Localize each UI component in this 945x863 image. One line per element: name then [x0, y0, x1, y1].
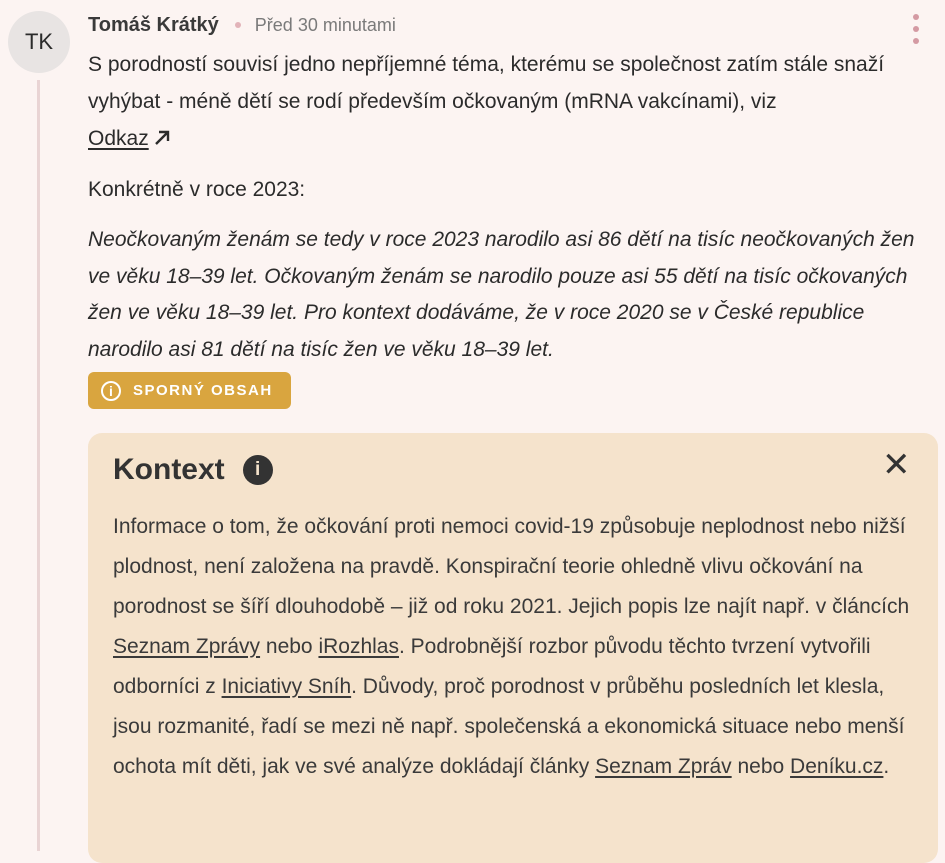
context-title: Kontext i: [113, 453, 273, 487]
disputed-content-badge[interactable]: [88, 372, 291, 409]
link-deniku[interactable]: Deníku.cz: [790, 755, 884, 778]
link-iniciativy-snih[interactable]: Iniciativy Sníh: [221, 675, 352, 698]
link-seznam-zprav[interactable]: Seznam Zpráv: [595, 755, 732, 778]
comment-paragraph-2: Konkrétně v roce 2023:: [88, 178, 306, 201]
separator-dot: [235, 22, 241, 28]
more-options-icon[interactable]: [908, 14, 924, 44]
timestamp: Před 30 minutami: [254, 14, 396, 35]
badge-label: SPORNÝ OBSAH: [133, 382, 273, 399]
comment-text: S porodností souvisí jedno nepříjemné téma, kterému se společnost zatím stále snaží vyhýbat - méně dětí se rodí především očkovaným (mRNA vakcínami), viz: [88, 53, 885, 113]
arrow-up-right-icon: [153, 129, 171, 147]
link-irozhlas[interactable]: iRozhlas: [318, 635, 399, 658]
context-text: Informace o tom, že očkování proti nemoci covid-19 způsobuje neplodnost nebo nižší plodnost, není založena na pravdě. Konspirační teorie ohledně vlivu očkování na porodnost se šíří dlouhodobě – již od roku 2021. Jejich popis lze najít např. v článcích Seznam Zprávy nebo iRozhlas. Podrobnější rozbor původu těchto tvrzení vytvořili odborníci z Iniciativy Sníh. Důvody, proč porodnost v průběhu posledních let klesla, jsou rozmanité, řadí se mezi ně např. společenská a ekonomická situace nebo menší ochota mít děti, jak ve své analýze dokládají články Seznam Zpráv nebo Deníku.cz.: [113, 515, 910, 778]
info-icon[interactable]: i: [243, 455, 273, 485]
avatar[interactable]: TK: [8, 11, 70, 73]
comment-body: [88, 46, 928, 368]
external-link[interactable]: Odkaz: [88, 127, 171, 150]
comment-paragraph: [88, 46, 928, 157]
info-circle-icon: i: [101, 381, 121, 401]
comment-quote: Neočkovaným ženám se tedy v roce 2023 narodilo asi 86 dětí na tisíc neočkovaných žen ve věku 18–39 let. Očkovaným ženám se narodilo pouze asi 55 dětí na tisíc očkovaných žen ve věku 18–39 let. Pro kontext dodáváme, že v roce 2020 se v České republice narodilo asi 81 dětí na tisíc žen ve věku 18–39 let.: [88, 228, 915, 361]
thread-line: [37, 80, 40, 851]
close-icon[interactable]: ✕: [882, 446, 911, 484]
comment-header: [88, 10, 396, 40]
link-seznam-zpravy[interactable]: Seznam Zprávy: [113, 635, 261, 658]
context-panel: [88, 433, 938, 863]
author-name[interactable]: Tomáš Krátký: [88, 13, 219, 36]
